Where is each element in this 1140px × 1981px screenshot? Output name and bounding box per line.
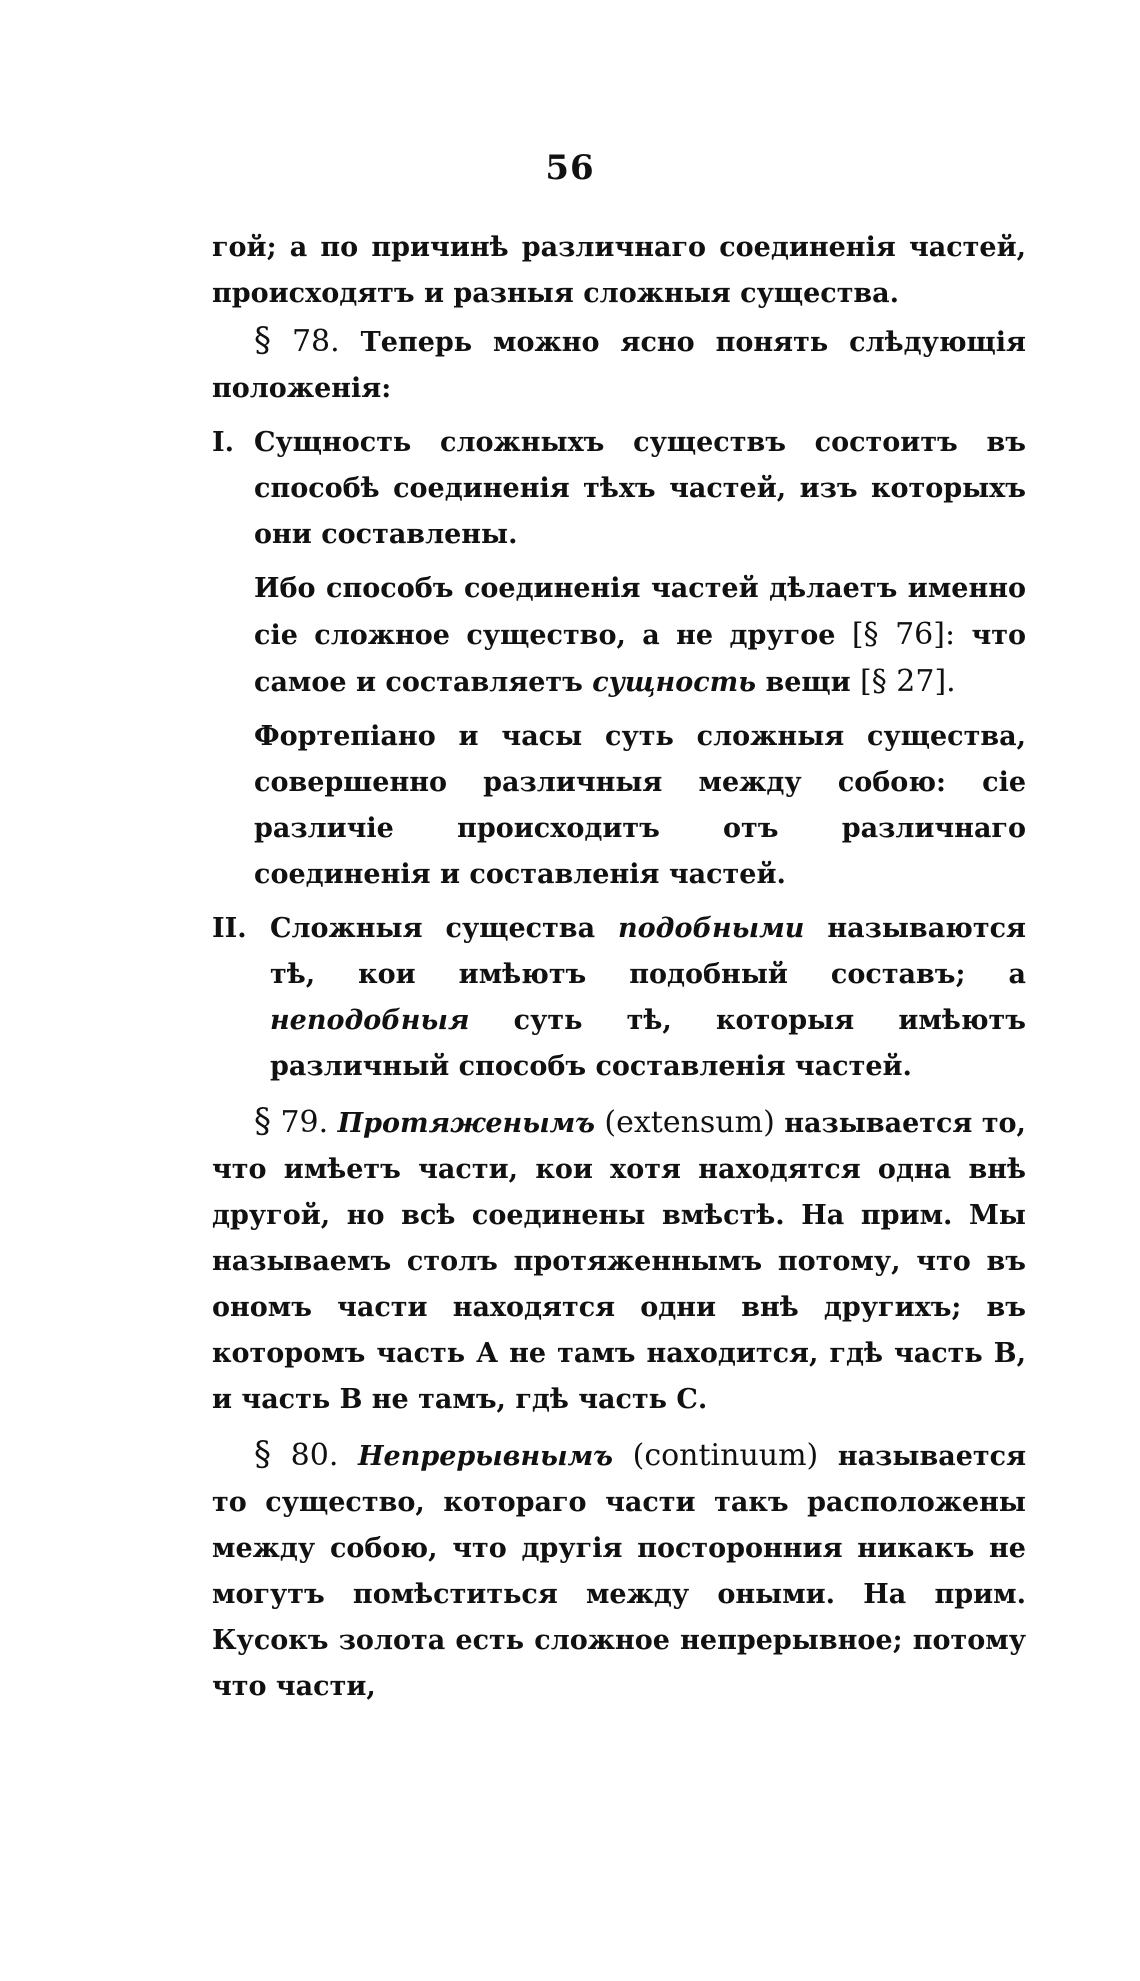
item-text-c: суть тѣ, которыя имѣютъ различный способъ составленія частей.	[270, 1005, 1026, 1082]
section-79	[212, 1098, 1026, 1423]
section-text: называется то, что имѣетъ части, кои хотя находятся одна внѣ другой, но всѣ соединены вмѣстѣ. На прим. Мы называемъ столъ протяженнымъ потому, что въ ономъ части находятся одни внѣ другихъ; въ которомъ часть А не тамъ находится, гдѣ часть В, и часть В не тамъ, гдѣ часть С.	[212, 1108, 1026, 1415]
section-78	[212, 317, 1026, 412]
emphasis-dissimilar: неподобныя	[270, 1005, 470, 1036]
item-number: I.	[212, 427, 235, 458]
paragraph-continuation	[212, 225, 1026, 317]
section-text: Теперь можно ясно понять слѣдующія положенія:	[212, 327, 1026, 404]
explanation-text-b: что самое и составляетъ	[254, 620, 1027, 698]
section-80	[212, 1431, 1026, 1710]
section-number: 80.	[290, 1438, 339, 1473]
section-sign: §	[254, 320, 271, 360]
latin-term: (continuum)	[632, 1438, 819, 1473]
section-number: 78.	[291, 324, 340, 359]
page-body	[212, 225, 1026, 1710]
item-text-a: Сложныя существа	[270, 913, 596, 944]
emphasis-similar: подобными	[618, 913, 805, 944]
item-text-b: называются тѣ, кои имѣютъ подобный составъ; а	[270, 913, 1026, 990]
reference-27: [§ 27].	[860, 664, 956, 699]
latin-term: (extensum)	[604, 1105, 775, 1140]
item-number: II.	[212, 913, 247, 944]
reference-76: [§ 76]:	[851, 617, 956, 652]
section-sign: §	[254, 1434, 271, 1474]
item-i-explanation	[212, 566, 1026, 706]
item-text: Сущность сложныхъ существъ состоитъ въ способѣ соединенія тѣхъ частей, изъ которыхъ они составлены.	[254, 427, 1026, 550]
section-sign: §	[254, 1101, 271, 1141]
explanation-text-c: вещи	[765, 667, 851, 698]
term-continuous: Непрерывнымъ	[358, 1441, 613, 1472]
section-text: называется то существо, котораго части такъ расположены между собою, что другія посторонния никакъ не могутъ помѣститься между оными. На прим. Кусокъ золота есть сложное непрерывное; потому что части,	[212, 1441, 1027, 1702]
explanation-text-a: Ибо способъ соединенія частей дѣлаетъ именно сіе сложное существо, а не другое	[254, 573, 1026, 651]
item-i-example	[212, 714, 1026, 898]
emphasis-essence: сущность	[592, 667, 757, 698]
section-number: 79.	[280, 1105, 329, 1140]
example-text: Фортепіано и часы суть сложныя существа, совершенно различныя между собою: сіе различіе происходитъ отъ различнаго соединенія и составленія частей.	[254, 721, 1026, 890]
item-ii	[212, 906, 1026, 1090]
continuation-text: гой; а по причинѣ различнаго соединенія частей, происходятъ и разныя сложныя существа.	[212, 232, 1026, 309]
item-i	[212, 420, 1026, 558]
term-extended: Протяженымъ	[337, 1108, 595, 1139]
page-number: 56	[545, 148, 595, 188]
